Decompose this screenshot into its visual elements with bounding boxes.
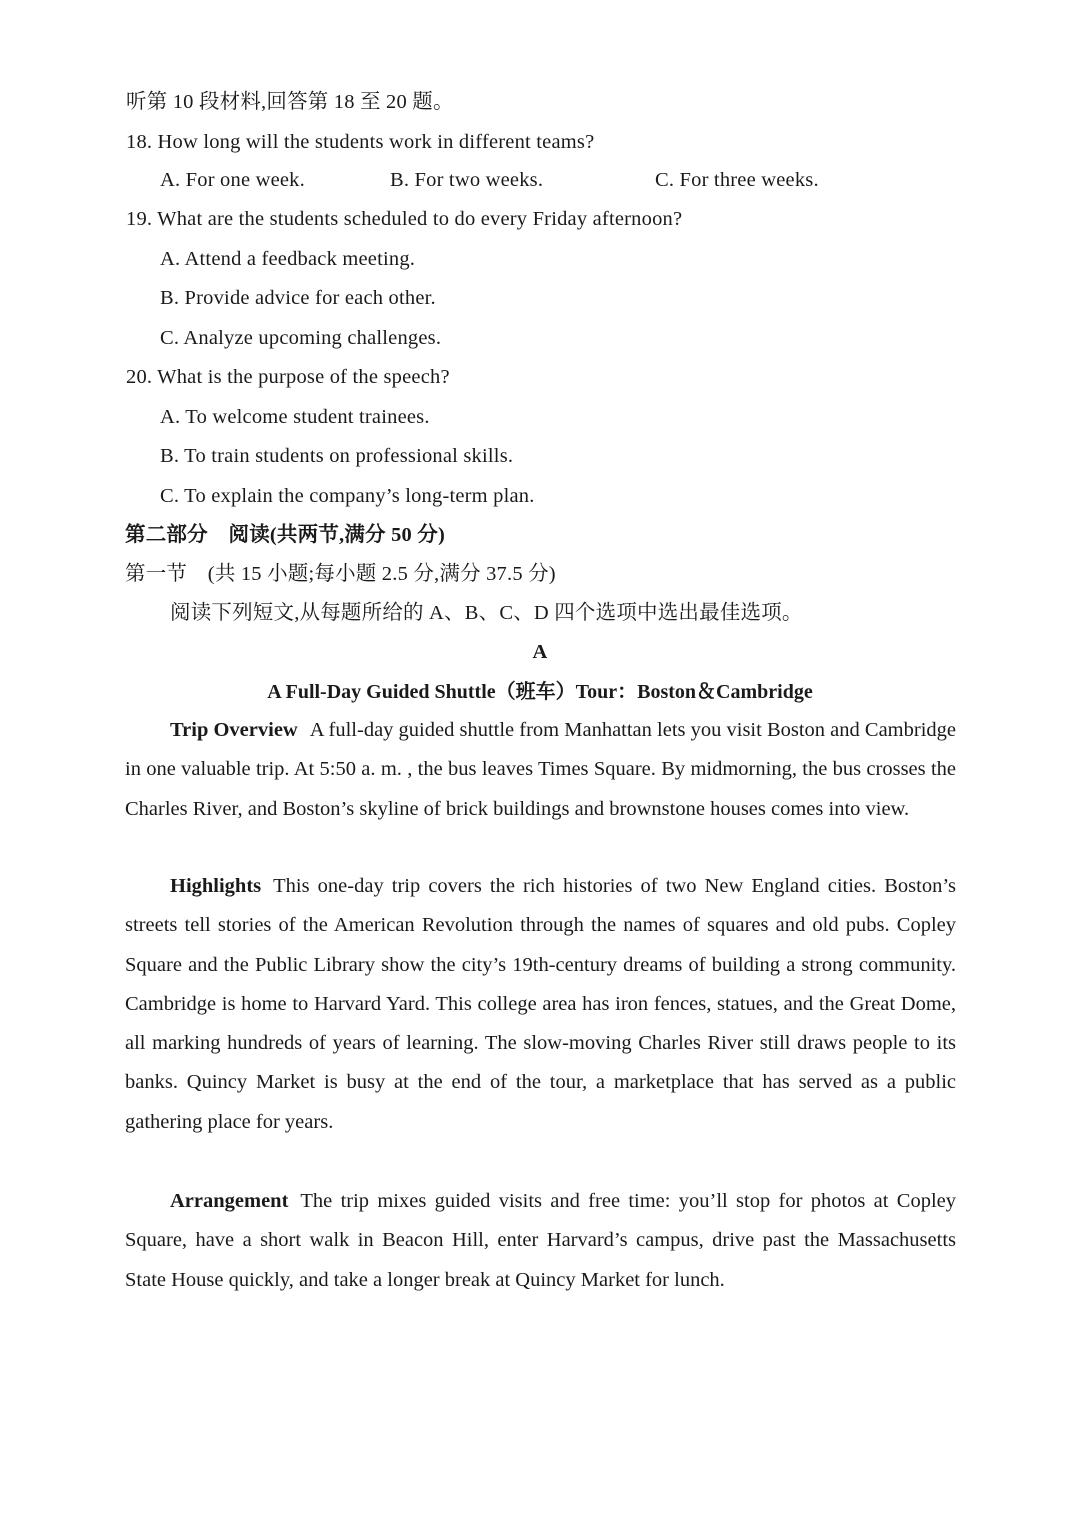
reading-instruction: 阅读下列短文,从每题所给的 A、B、C、D 四个选项中选出最佳选项。 — [170, 602, 803, 624]
question-20-option-a: A. To welcome student trainees. — [160, 406, 430, 428]
question-18-option-c: C. For three weeks. — [655, 169, 819, 191]
reading-part-title: 第二部分 阅读(共两节,满分 50 分) — [125, 524, 446, 546]
question-18-option-a: A. For one week. — [160, 169, 305, 191]
question-19-option-b: B. Provide advice for each other. — [160, 287, 436, 309]
question-20-stem: 20. What is the purpose of the speech? — [126, 366, 450, 388]
question-18-option-b: B. For two weeks. — [390, 169, 544, 191]
question-19-option-a: A. Attend a feedback meeting. — [160, 248, 416, 270]
question-20-option-b: B. To train students on professional skills. — [160, 445, 514, 467]
paragraph-heading-highlights: Highlights — [170, 875, 262, 897]
paragraph-text-trip-overview: A full-day guided shuttle from Manhattan lets you visit Boston and Cambridge in one valuable trip. At 5:50 a. m. , the bus leaves Times Square. By midmorning, the bus crosses the Charles River, and Boston’s skyline of brick buildings and brownstone houses comes into view. — [125, 719, 956, 820]
paragraph-trip-overview — [125, 711, 956, 829]
question-19-option-c: C. Analyze upcoming challenges. — [160, 327, 442, 349]
paragraph-highlights — [125, 867, 956, 1142]
paragraph-heading-arrangement: Arrangement — [170, 1190, 289, 1212]
paragraph-arrangement — [125, 1182, 956, 1300]
question-18-stem: 18. How long will the students work in different teams? — [126, 131, 595, 153]
reading-section-title: 第一节 (共 15 小题;每小题 2.5 分,满分 37.5 分) — [125, 563, 556, 585]
question-19-stem: 19. What are the students scheduled to do every Friday afternoon? — [126, 208, 683, 230]
paragraph-text-highlights: This one-day trip covers the rich histories of two New England cities. Boston’s streets tell stories of the American Revolution through the names of squares and old pubs. Copley Square and the Public Library show the city’s 19th-century dreams of building a strong community. Cambridge is home to Harvard Yard. This college area has iron fences, statues, and the Great Dome, all marking hundreds of years of learning. The slow-moving Charles River still draws people to its banks. Quincy Market is busy at the end of the tour, a marketplace that has served as a public gathering place for years. — [125, 875, 956, 1133]
passage-title: A Full-Day Guided Shuttle（班车）Tour：Boston＆Cambridge — [267, 681, 813, 703]
paragraph-heading-trip-overview: Trip Overview — [170, 719, 298, 741]
listening-instruction: 听第 10 段材料,回答第 18 至 20 题。 — [126, 91, 454, 113]
paragraph-text-arrangement: The trip mixes guided visits and free time: you’ll stop for photos at Copley Square, have a short walk in Beacon Hill, enter Harvard’s campus, drive past the Massachusetts State House quickly, and take a longer break at Quincy Market for lunch. — [125, 1190, 956, 1291]
question-20-option-c: C. To explain the company’s long-term plan. — [160, 485, 535, 507]
passage-label: A — [532, 641, 548, 663]
